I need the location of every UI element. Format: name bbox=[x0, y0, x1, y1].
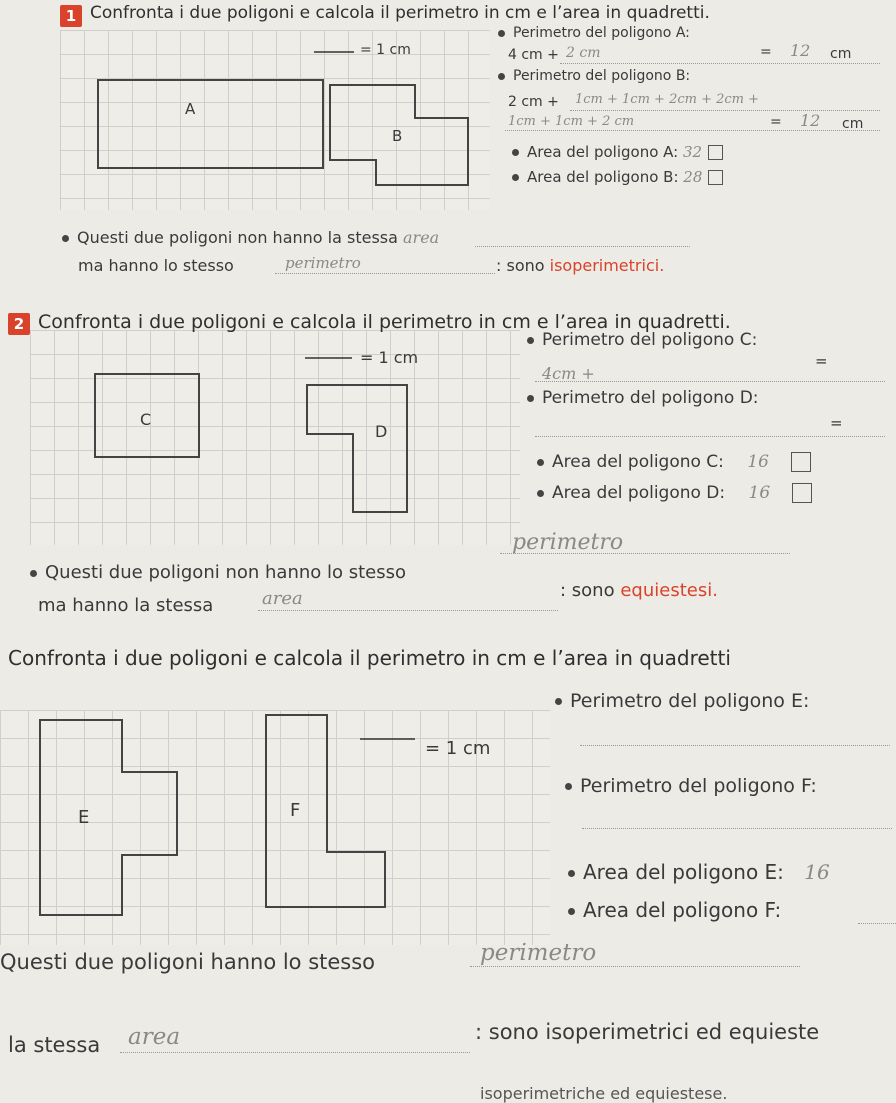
perim-c-line bbox=[535, 381, 885, 382]
ex2-conclusion1-line bbox=[500, 553, 790, 554]
ex2-number-badge: 2 bbox=[8, 313, 30, 335]
area-c-row: Area del poligono C: 16 bbox=[537, 452, 811, 472]
bullet-icon bbox=[568, 908, 575, 915]
perim-b-hand2: 1cm + 1cm + 2 cm bbox=[508, 114, 635, 129]
square-unit-icon bbox=[708, 170, 723, 185]
ex2-conclusion2: ma hanno la stessa bbox=[38, 595, 214, 616]
bullet-icon bbox=[512, 149, 519, 156]
bullet-icon bbox=[512, 174, 519, 181]
ex3-conclusion1: Questi due poligoni hanno lo stesso bbox=[0, 950, 376, 974]
perim-b-eq: = bbox=[770, 114, 782, 130]
bullet-icon bbox=[537, 490, 544, 497]
ex1-conclusion2-hand: perimetro bbox=[285, 254, 361, 272]
ex1-number-badge: 1 bbox=[60, 5, 82, 27]
bullet-icon bbox=[527, 395, 534, 402]
perim-a-label: Perimetro del poligono A: bbox=[498, 25, 690, 41]
ex2-term: equiestesi. bbox=[620, 580, 718, 601]
perim-c-label: Perimetro del poligono C: bbox=[527, 330, 757, 350]
area-d-row: Area del poligono D: 16 bbox=[537, 483, 812, 503]
ex1-conclusion1: Questi due poligoni non hanno la stessa area bbox=[62, 228, 439, 247]
ex1-conclusion1-line bbox=[475, 246, 690, 247]
polygon-a-label: A bbox=[185, 100, 196, 118]
perim-a-line bbox=[560, 63, 880, 64]
bullet-icon bbox=[30, 570, 37, 577]
ex1-title: Confronta i due poligoni e calcola il perimetro in cm e l’area in quadretti. bbox=[90, 3, 710, 23]
polygon-e bbox=[40, 720, 177, 915]
ex3-conclusion2-hand: area bbox=[128, 1024, 181, 1050]
ex2-conclusion1: Questi due poligoni non hanno lo stesso bbox=[30, 562, 406, 583]
ex2-conclusion2-line bbox=[258, 610, 558, 611]
perim-a-unit: cm bbox=[830, 46, 852, 62]
ex2-conclusion2-hand: area bbox=[262, 588, 303, 609]
square-unit-icon bbox=[791, 452, 811, 472]
area-b-row: Area del poligono B: 28 bbox=[512, 168, 723, 186]
perim-a-eq: = bbox=[760, 44, 772, 60]
perim-b-line2 bbox=[505, 130, 880, 131]
polygon-a bbox=[98, 80, 323, 168]
perim-e-line bbox=[580, 745, 890, 746]
ex2-title: Confronta i due poligoni e calcola il perimetro in cm e l’area in quadretti. bbox=[38, 311, 731, 333]
ex1-term: isoperimetrici. bbox=[549, 256, 665, 275]
ex1-conclusion1-hand: area bbox=[403, 228, 440, 247]
bullet-icon bbox=[498, 30, 505, 37]
bullet-icon bbox=[568, 870, 575, 877]
ex1-conclusion2-end: : sono isoperimetrici. bbox=[496, 256, 665, 275]
perim-d-label: Perimetro del poligono D: bbox=[527, 388, 759, 408]
perim-c-hand: 4cm + bbox=[542, 364, 595, 383]
perim-b-line1 bbox=[570, 110, 880, 111]
area-e-hand: 16 bbox=[804, 860, 830, 884]
ex3-conclusion2: la stessa bbox=[8, 1033, 101, 1057]
perim-d-eq: = bbox=[830, 414, 843, 432]
bullet-icon bbox=[527, 337, 534, 344]
bullet-icon bbox=[537, 459, 544, 466]
bullet-icon bbox=[498, 73, 505, 80]
ex3-title: Confronta i due poligoni e calcola il perimetro in cm e l’area in quadretti bbox=[8, 646, 731, 670]
perim-f-label: Perimetro del poligono F: bbox=[565, 775, 817, 797]
bullet-icon bbox=[62, 235, 69, 242]
polygon-d bbox=[307, 385, 407, 512]
perim-e-label: Perimetro del poligono E: bbox=[555, 690, 809, 712]
ex1-conclusion2: ma hanno lo stesso bbox=[78, 256, 234, 275]
ex2-conclusion2-end: : sono equiestesi. bbox=[560, 580, 718, 601]
bullet-icon bbox=[555, 698, 562, 705]
perim-b-hand1: 1cm + 1cm + 2cm + 2cm + bbox=[575, 92, 760, 107]
perim-a-hand: 2 cm bbox=[566, 45, 601, 61]
bullet-icon bbox=[565, 783, 572, 790]
ex1-scale-label: = 1 cm bbox=[360, 42, 411, 58]
area-a-hand: 32 bbox=[683, 143, 703, 161]
area-f-row: Area del poligono F: bbox=[568, 898, 781, 922]
polygon-c-label: C bbox=[140, 410, 152, 429]
polygon-f bbox=[266, 715, 385, 907]
polygon-e-label: E bbox=[78, 807, 90, 828]
area-b-hand: 28 bbox=[683, 168, 703, 186]
perim-b-unit: cm bbox=[842, 116, 864, 132]
perim-a-expr: 4 cm + bbox=[508, 47, 559, 63]
perim-b-result: 12 bbox=[800, 111, 821, 130]
polygon-d-label: D bbox=[375, 422, 388, 441]
ex3-conclusion2-end: : sono isoperimetrici ed equieste bbox=[475, 1020, 820, 1044]
area-c-hand: 16 bbox=[747, 452, 769, 472]
area-e-row: Area del poligono E: 16 bbox=[568, 860, 830, 884]
perim-d-line bbox=[535, 436, 885, 437]
ex2-figures bbox=[30, 330, 520, 545]
polygon-f-label: F bbox=[290, 800, 301, 821]
polygon-b-label: B bbox=[392, 127, 403, 145]
ex3-conclusion1-line bbox=[470, 966, 800, 967]
perim-b-label: Perimetro del poligono B: bbox=[498, 68, 690, 84]
perim-f-line bbox=[582, 828, 892, 829]
area-a-row: Area del poligono A: 32 bbox=[512, 143, 723, 161]
area-f-line bbox=[858, 923, 896, 924]
ex2-conclusion1-hand: perimetro bbox=[512, 530, 624, 555]
ex3-scale-label: = 1 cm bbox=[425, 738, 491, 759]
ex3-conclusion2-line bbox=[120, 1052, 470, 1053]
perim-a-result: 12 bbox=[790, 41, 811, 60]
ex2-scale-label: = 1 cm bbox=[360, 348, 419, 367]
perim-c-eq: = bbox=[815, 352, 828, 370]
ex1-figures bbox=[60, 30, 490, 210]
area-d-hand: 16 bbox=[748, 483, 771, 503]
ex3-footer: isoperimetriche ed equiestese. bbox=[480, 1084, 728, 1103]
square-unit-icon bbox=[792, 483, 812, 503]
square-unit-icon bbox=[708, 145, 723, 160]
ex1-conclusion2-line bbox=[275, 273, 495, 274]
ex3-conclusion1-hand: perimetro bbox=[480, 940, 597, 966]
perim-b-expr: 2 cm + bbox=[508, 94, 559, 110]
